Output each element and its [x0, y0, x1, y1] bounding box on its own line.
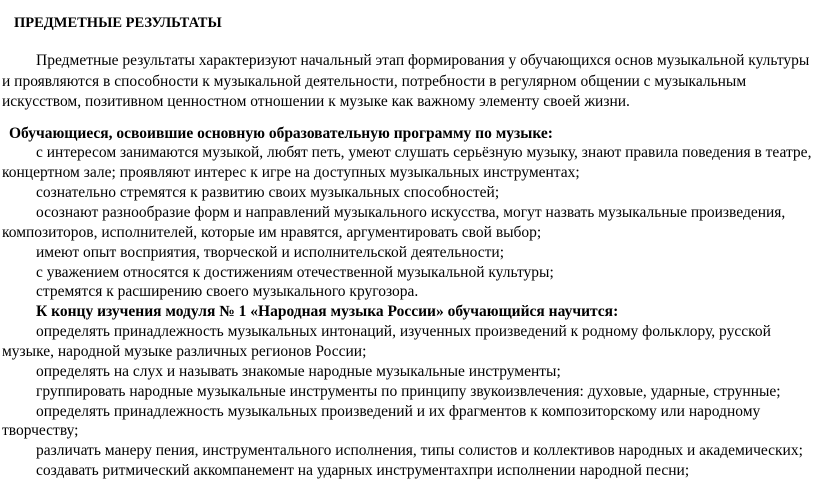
- intro-line: Предметные результаты характеризуют начальный этап формирования у обучающихся основ музыкальной культуры: [36, 51, 810, 69]
- section-line: стремятся к расширению своего музыкального кругозора.: [36, 283, 419, 301]
- section-line: с интересом занимаются музыкой, любят петь, умеют слушать серьёзную музыку, знают правила поведения в театре,: [36, 144, 812, 162]
- module-line: определять на слух и называть знакомые народные музыкальные инструменты;: [36, 362, 561, 380]
- section-line: имеют опыт восприятия, творческой и исполнительской деятельности;: [36, 243, 505, 261]
- intro-line: и проявляются в способности к музыкальной деятельности, потребности в регулярном общении с музыкальным: [2, 72, 747, 90]
- section-line: концертном зале; проявляют интерес к игре на доступных музыкальных инструментах;: [2, 164, 580, 182]
- module-line: группировать народные музыкальные инструменты по принципу звукоизвлечения: духовые, ударные, струнные;: [36, 382, 781, 400]
- page-heading: ПРЕДМЕТНЫЕ РЕЗУЛЬТАТЫ: [14, 15, 222, 31]
- intro-line: искусством, позитивном ценностном отношении к музыке как важному элементу своей жизни.: [2, 93, 630, 111]
- section-line: композиторов, исполнителей, которые им нравятся, аргументировать свой выбор;: [2, 223, 542, 241]
- module-line: творчеству;: [2, 422, 79, 440]
- section-line: осознают разнообразие форм и направлений музыкального искусства, могут назвать музыкальные произведения,: [36, 204, 786, 221]
- section-line: с уважением относятся к достижениям отечественной музыкальной культуры;: [36, 263, 554, 281]
- module-line: музыке, народной музыке различных регионов России;: [2, 342, 367, 360]
- module-heading: К концу изучения модуля № 1 «Народная музыка России» обучающийся научится:: [36, 303, 619, 321]
- module-line: определять принадлежность музыкальных интонаций, изученных произведений к родному фольклору, русской: [36, 323, 771, 341]
- module-line: создавать ритмический аккомпанемент на ударных инструментахпри исполнении народной песни;: [36, 462, 690, 479]
- section-line: сознательно стремятся к развитию своих музыкальных способностей;: [36, 184, 500, 202]
- section-heading: Обучающиеся, освоившие основную образовательную программу по музыке:: [9, 124, 553, 142]
- module-line: определять принадлежность музыкальных произведений и их фрагментов к композиторскому или народному: [36, 402, 761, 420]
- module-line: различать манеру пения, инструментального исполнения, типы солистов и коллективов народных и академических;: [36, 442, 803, 460]
